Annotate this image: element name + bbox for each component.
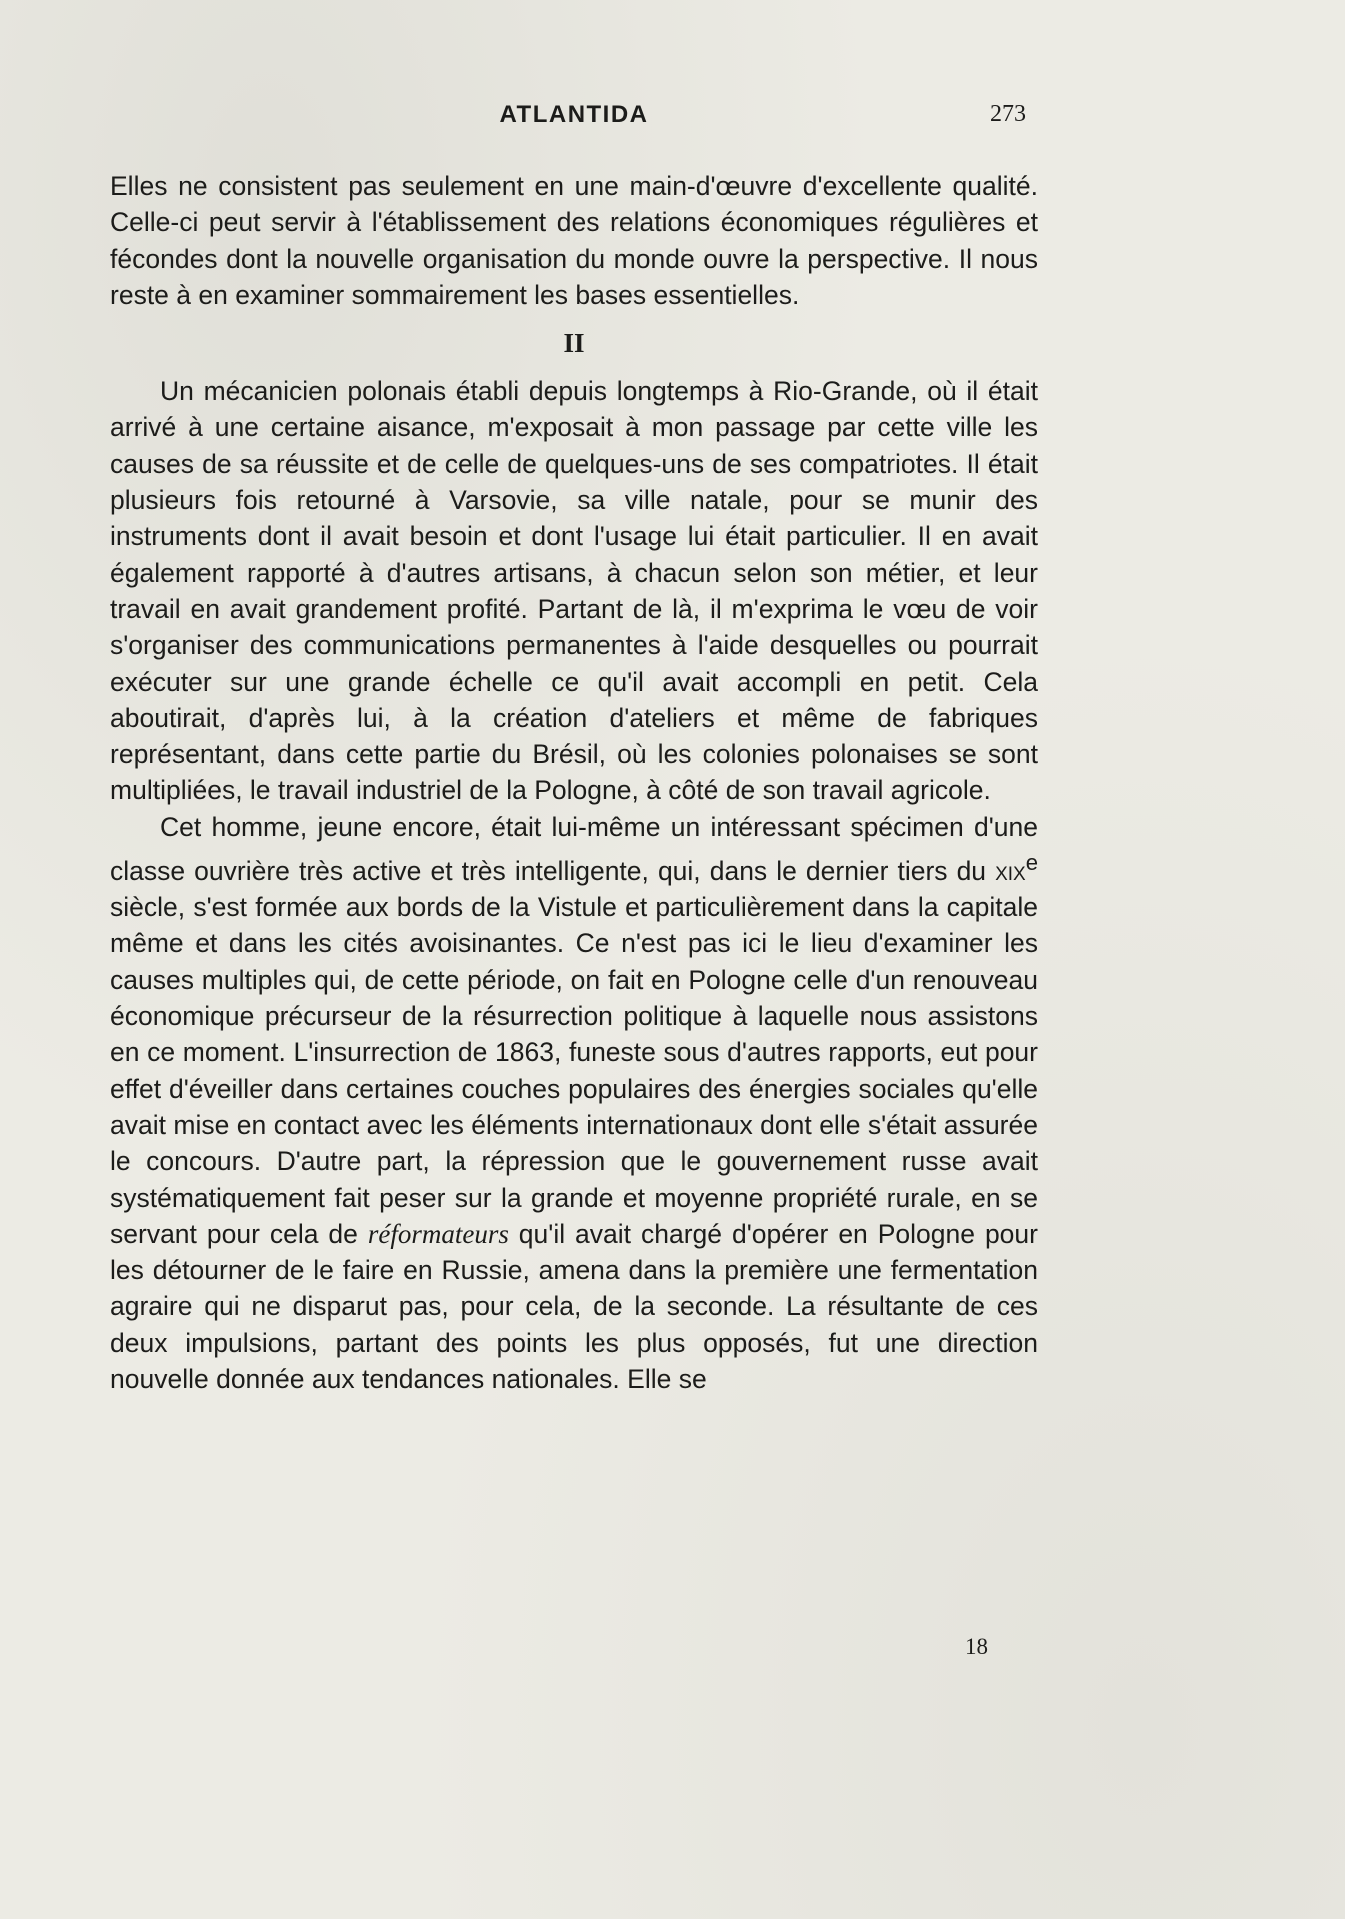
- signature-mark: 18: [965, 1634, 988, 1659]
- paragraph-working-class-part-1: Cet homme, jeune encore, était lui-même un intéressant spécimen d'une classe ouvrière très active et très intelligente, qui, dans le dernier tiers du: [110, 811, 1038, 886]
- paragraph-intro: Elles ne consistent pas seulement en une main-d'œuvre d'excellente qualité. Celle-ci peut servir à l'établissement des relations économiques régulières et fécondes dont la nouvelle organisation du monde ouvre la perspective. Il nous reste à en examiner sommairement les bases essentielles.: [110, 171, 1038, 310]
- century-numeral: xix: [995, 855, 1026, 886]
- paragraph-working-class-part-3: qu'il avait chargé d'opérer en Pologne pour les détourner de le faire en Russie, amena dans la première une fermentation agraire qui ne disparut pas, pour cela, de la seconde. La résultante de ces deux impulsions, partant des points les plus opposés, fut une direction nouvelle donnée aux tendances nationales. Elle se: [110, 1218, 1038, 1395]
- paragraph-mechanic: Un mécanicien polonais établi depuis longtemps à Rio-Grande, où il était arrivé à une certaine aisance, m'exposait à mon passage par cette ville les causes de sa réussite et de celle de quelques-uns de ses compatriotes. Il était plusieurs fois retourné à Varsovie, sa ville natale, pour se munir des instruments dont il avait besoin et dont l'usage lui était particulier. Il en avait également rapporté à d'autres artisans, à chacun selon son métier, et leur travail en avait grandement profité. Partant de là, il m'exprima le vœu de voir s'organiser des communications permanentes à l'aide desquelles ou pourrait exécuter sur une grande échelle ce qu'il avait accompli en petit. Cela aboutirait, d'après lui, à la création d'ateliers et même de fabriques représentant, dans cette partie du Brésil, où les colonies polonaises se sont multipliées, le travail industriel de la Pologne, à côté de son travail agricole.: [110, 376, 1038, 806]
- page-number: 273: [990, 101, 1026, 127]
- page-header: [108, 101, 1040, 137]
- paragraph-working-class: [110, 809, 1038, 1398]
- section-numeral: II: [563, 328, 585, 359]
- paragraph-working-class-part-2: siècle, s'est formée aux bords de la Vistule et particulièrement dans la capitale même et dans les cités avoisinantes. Ce n'est pas ici le lieu d'examiner les causes multiples qui, de cette période, on fait en Pologne celle d'un renouveau économique précurseur de la résurrection politique à laquelle nous assistons en ce moment. L'insurrection de 1863, funeste sous d'autres rapports, eut pour effet d'éveiller dans certaines couches populaires des énergies sociales qu'elle avait mise en contact avec les éléments internationaux dont elle s'était assurée le concours. D'autre part, la répression que le gouvernement russe avait systématiquement fait peser sur la grande et moyenne propriété rurale, en se servant pour cela de: [110, 892, 1038, 1249]
- italic-term: réformateurs: [367, 1218, 509, 1249]
- century-superscript: e: [1025, 850, 1038, 876]
- running-title: ATLANTIDA: [499, 101, 649, 128]
- body-text: [110, 168, 1038, 1397]
